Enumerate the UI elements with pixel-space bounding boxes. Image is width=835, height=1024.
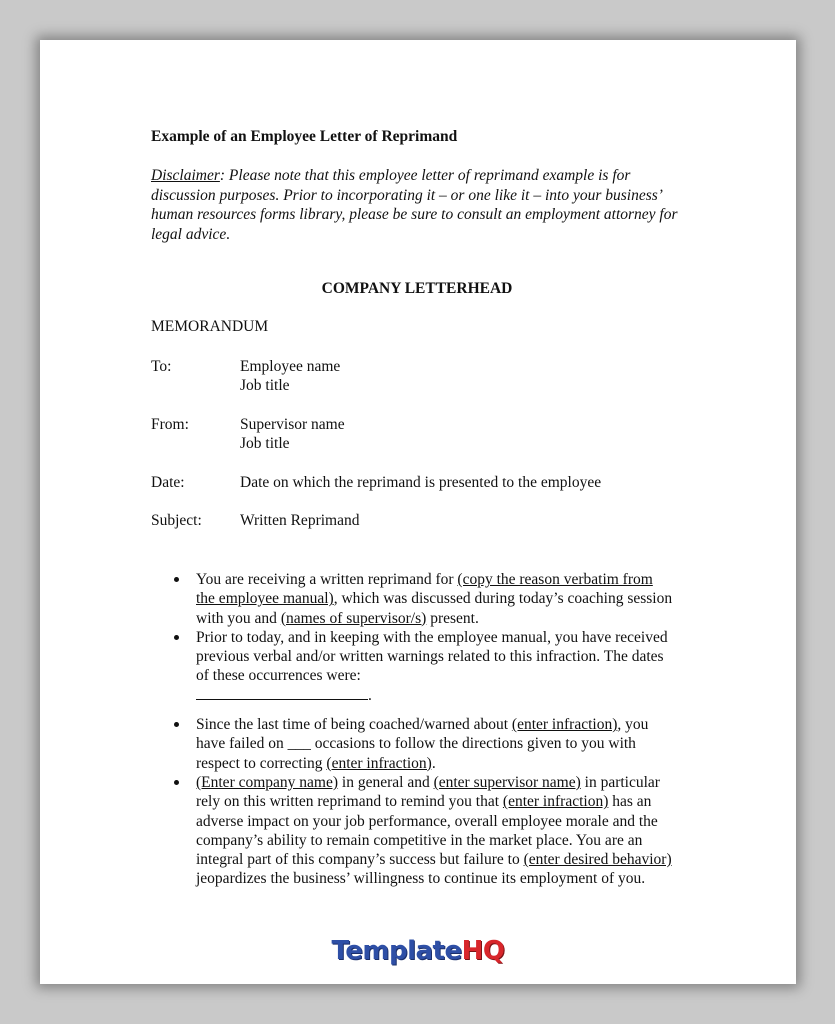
disclaimer-label: Disclaimer bbox=[151, 167, 220, 184]
date-label: Date: bbox=[151, 474, 185, 491]
bullet-text: , which was discussed during today’s coaching session with you and bbox=[196, 590, 673, 627]
bullet-text: You are receiving a written reprimand for bbox=[196, 571, 458, 588]
placeholder-company-name: (Enter company name) bbox=[196, 773, 339, 791]
date-value: Date on which the reprimand is presented to the employee bbox=[240, 474, 602, 491]
bullet-text: jeopardizes the business’ willingness to continue its employment of you. bbox=[196, 870, 646, 888]
bullet-text: has an adverse impact on your job performance, overall employee morale and the company’s ability to remain competitive in the market place. You are an integral part of this company’s success but failure to bbox=[196, 793, 658, 869]
memorandum-heading: MEMORANDUM bbox=[151, 318, 269, 335]
bullet-icon bbox=[174, 635, 179, 640]
bullet-item bbox=[173, 628, 673, 705]
bullet-text: in particular rely on this written reprimand to remind you that bbox=[196, 773, 660, 811]
bullet-icon bbox=[174, 780, 179, 785]
bullet-text: , you have failed on ___ occasions to follow the directions given to you with respect to correcting bbox=[196, 716, 649, 772]
bullet-text: Since the last time of being coached/warned about bbox=[196, 716, 512, 734]
bullet-text: . bbox=[431, 754, 436, 772]
bullet-icon bbox=[174, 577, 179, 582]
placeholder-infraction: (enter infraction) bbox=[511, 716, 618, 734]
bullet-item bbox=[173, 570, 673, 628]
subject-label: Subject: bbox=[151, 512, 202, 529]
disclaimer bbox=[151, 166, 691, 244]
placeholder-desired-behavior: (enter desired behavior) bbox=[523, 851, 672, 869]
from-name: Supervisor name bbox=[240, 416, 345, 433]
to-label: To: bbox=[151, 358, 172, 375]
to-job-title: Job title bbox=[240, 377, 290, 394]
company-letterhead: COMPANY LETTERHEAD bbox=[321, 280, 513, 297]
bullet-text: Prior to today, and in keeping with the employee manual, you have received previous verbal and/or written warnings related to this infraction. The dates of these occurrences were: bbox=[196, 628, 668, 685]
placeholder-supervisors: (names of supervisor/s) bbox=[280, 609, 427, 627]
document-title: Example of an Employee Letter of Reprimand bbox=[151, 128, 458, 145]
placeholder-infraction: (enter infraction) bbox=[502, 793, 609, 811]
disclaimer-text: : Please note that this employee letter of reprimand example is for discussion purposes. Prior to incorporating it – or one like it – into your business’ human resources forms library, please be sure to consult an employment attorney for legal advice. bbox=[151, 167, 678, 243]
bullet-text: present. bbox=[426, 609, 479, 627]
to-name: Employee name bbox=[240, 358, 341, 375]
reprimand-bullet-list bbox=[173, 570, 673, 889]
templatehq-logo bbox=[40, 936, 796, 966]
bullet-text: . bbox=[368, 686, 372, 704]
placeholder-infraction: (enter infraction) bbox=[326, 754, 432, 772]
logo-text-hq: HQ bbox=[461, 936, 505, 966]
logo-text-template: Template bbox=[331, 936, 462, 966]
blank-line bbox=[196, 686, 368, 700]
bullet-item bbox=[173, 773, 673, 889]
from-label: From: bbox=[151, 416, 189, 433]
bullet-text: in general and bbox=[338, 773, 434, 791]
bullet-item bbox=[173, 715, 673, 773]
placeholder-reason: (copy the reason verbatim from the employee manual) bbox=[196, 571, 653, 608]
subject-value: Written Reprimand bbox=[240, 512, 360, 529]
placeholder-supervisor-name: (enter supervisor name) bbox=[433, 773, 581, 791]
from-job-title: Job title bbox=[240, 435, 290, 452]
document-page bbox=[40, 40, 796, 984]
bullet-icon bbox=[174, 722, 179, 727]
